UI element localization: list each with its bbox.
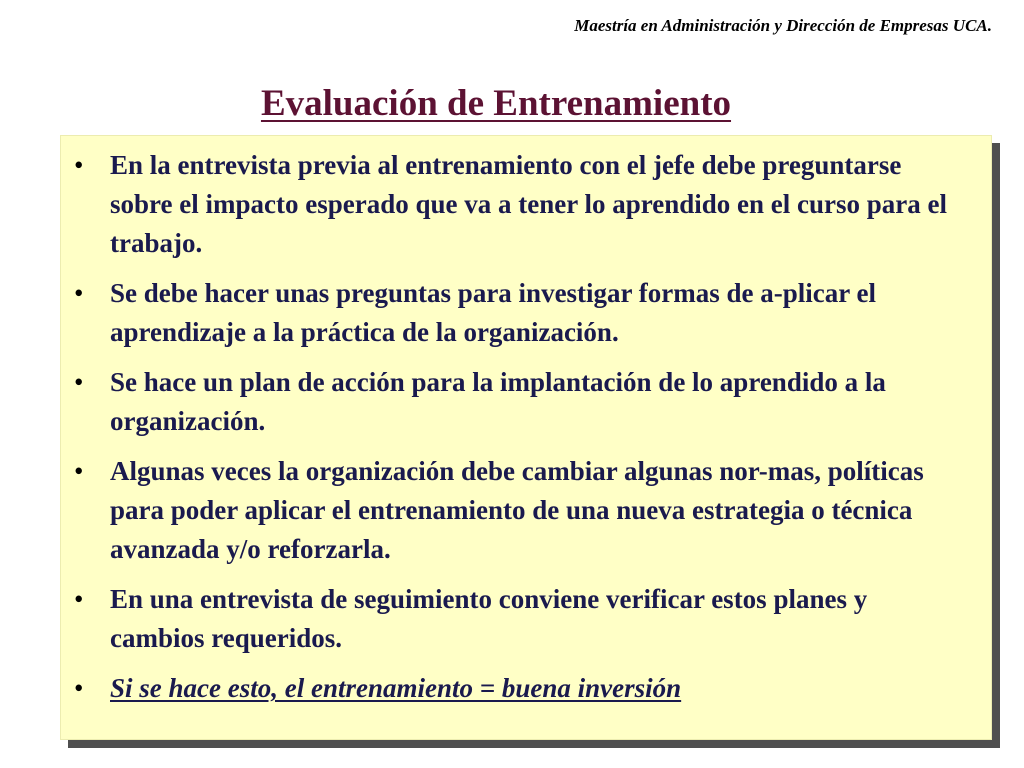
bullet-icon: • (74, 584, 84, 614)
bullet-item (68, 452, 968, 569)
bullet-item-conclusion (68, 669, 968, 708)
bullet-text: Se hace un plan de acción para la implantación de lo aprendido a la organización. (110, 367, 886, 436)
bullet-text: En una entrevista de seguimiento conviene verificar estos planes y cambios requeridos. (110, 584, 868, 653)
bullet-item (68, 363, 968, 441)
bullet-item (68, 580, 968, 658)
bullet-text: En la entrevista previa al entrenamiento con el jefe debe preguntarse sobre el impacto esperado que va a tener lo aprendido en el curso para el trabajo. (110, 150, 947, 258)
bullet-icon: • (74, 673, 84, 703)
bullet-icon: • (74, 150, 84, 180)
bullet-icon: • (74, 456, 84, 486)
bullet-icon: • (74, 278, 84, 308)
bullet-icon: • (74, 367, 84, 397)
slide-title: Evaluación de Entrenamiento (260, 83, 732, 124)
bullet-text: Algunas veces la organización debe cambiar algunas nor-mas, políticas para poder aplicar el entrenamiento de una nueva estrategia o técnica avanzada y/o reforzarla. (110, 456, 924, 564)
conclusion-text: Si se hace esto, el entrenamiento = buena inversión (110, 673, 682, 703)
bullet-list (68, 146, 968, 719)
bullet-item (68, 146, 968, 263)
bullet-text: Se debe hacer unas preguntas para investigar formas de a-plicar el aprendizaje a la práctica de la organización. (110, 278, 876, 347)
bullet-item (68, 274, 968, 352)
course-header: Maestría en Administración y Dirección de Empresas UCA. (574, 16, 992, 35)
